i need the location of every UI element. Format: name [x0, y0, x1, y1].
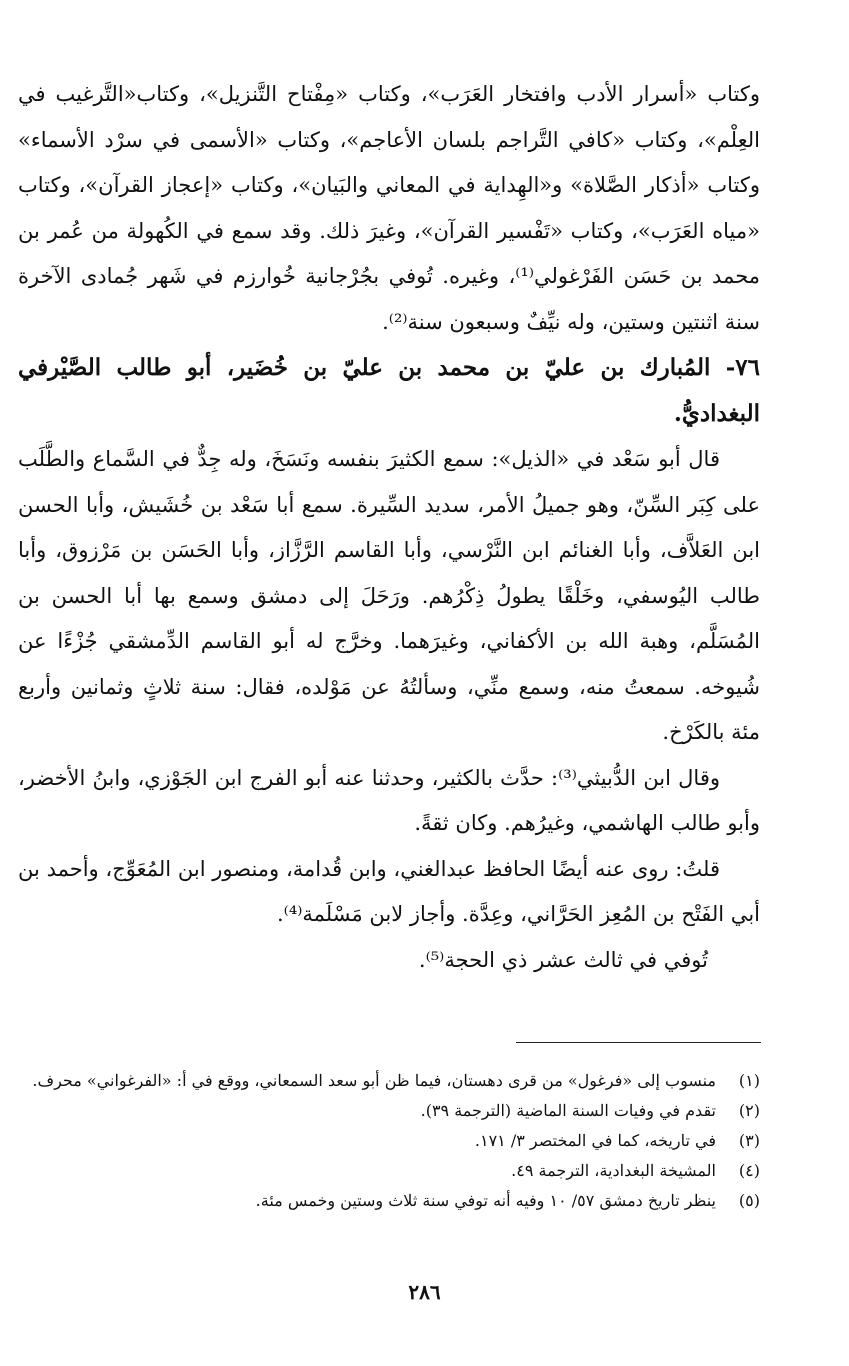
- paragraph-author-note: قلتُ: روى عنه أيضًا الحافظ عبدالغني، وابن قُدامة، ومنصور ابن المُعَوِّج، وأحمد بن أبي الفَتْح بن المُعِز الحَرَّاني، وعِدَّة. وأجاز لابن مَسْلَمة⁽⁴⁾.: [18, 856, 760, 926]
- footnote-number: (٥): [738, 1191, 760, 1210]
- paragraph-abu-sad-quote: قال أبو سَعْد في «الذيل»: سمع الكثيرَ بنفسه ونَسَخَ، وله جِدٌّ في السَّماع والطَّلَب على كِبَر السِّنّ، وهو جميلُ الأمر، سديد السِّيرة. سمع أبا سَعْد بن خُشَيش، وأبا الحسن ابن العَلاَّف، وأبا الغنائم ابن النَّرْسي، وأبا القاسم الرَّزَّاز، وأبا الحَسَن بن مَرْزوق، وأبا طالب اليُوسفي، وخَلْقًا يطولُ ذِكْرُهم. ورَحَلَ إلى دمشق وسمع بها أبا الحسن بن المُسَلَّم، وهبة الله بن الأكفاني، وغيرَهما. وخرَّج له أبو القاسم الدِّمشقي جُزْءًا عن شُيوخه. سمعتُ منه، وسمع منِّي، وسألتُهُ عن مَوْلده، فقال: سنة ثلاثٍ وثمانين وأربع مئة بالكَرْخ.: [18, 447, 760, 744]
- footnote-number: (٣): [738, 1131, 760, 1150]
- footnote-item: [18, 1066, 760, 1096]
- page-number: ٢٨٦: [408, 1280, 441, 1304]
- paragraph-ibn-dubaythi-quote: وقال ابن الدُّبيثي⁽³⁾: حدَّث بالكثير، وحدثنا عنه أبو الفرج ابن الجَوْزي، وابنُ الأخضر، وأبو طالب الهاشمي، وغيرُهم. وكان ثقةً.: [18, 765, 760, 835]
- footnote-item: [18, 1096, 760, 1126]
- footnote-item: [18, 1156, 760, 1186]
- footnotes: [18, 1066, 760, 1216]
- footnote-item: [18, 1126, 760, 1156]
- footnote-text: ينظر تاريخ دمشق ٥٧/ ١٠ وفيه أنه توفي سنة ثلاث وستين وخمس مئة.: [255, 1191, 716, 1210]
- main-text: [18, 72, 760, 983]
- footnote-text: منسوب إلى «فرغول» من قرى دهستان، فيما ظن أبو سعد السمعاني، ووقع في أ: «الفرغواني» محرف.: [32, 1071, 716, 1090]
- footnote-number: (٢): [738, 1101, 760, 1120]
- footnote-item: [18, 1186, 760, 1216]
- paragraph-book-list: وكتاب «أسرار الأدب وافتخار العَرَب»، وكتاب «مِفْتاح التَّنزيل»، وكتاب«التَّرغيب في العِلْم»، وكتاب «كافي التَّراجم بلسان الأعاجم»، وكتاب «الأسمى في سرْد الأسماء» وكتاب «أذكار الصَّلاة» و«الهِداية في المعاني والبَيان»، وكتاب «إعجاز القرآن»، وكتاب «مياه العَرَب»، وكتاب «تَفْسير القرآن»، وغيرَ ذلك. وقد سمع في الكُهولة من عُمر بن محمد بن حَسَن الفَرْغولي⁽¹⁾، وغيره. تُوفي بجُرْجانية خُوارزم في شَهر جُمادى الآخرة سنة اثنتين وستين، وله نيِّفٌ وسبعون سنة⁽²⁾.: [18, 82, 761, 334]
- footnote-text: المشيخة البغدادية، الترجمة ٤٩.: [511, 1161, 716, 1180]
- footnote-text: في تاريخه، كما في المختصر ٣/ ١٧١.: [474, 1131, 716, 1150]
- footnote-divider: [516, 1042, 761, 1043]
- footnote-text: تقدم في وفيات السنة الماضية (الترجمة ٣٩).: [420, 1101, 716, 1120]
- footnote-number: (١): [738, 1071, 760, 1090]
- paragraph-death-date: تُوفي في ثالث عشر ذي الحجة⁽⁵⁾.: [418, 947, 708, 972]
- entry-heading-76: ٧٦- المُبارك بن عليّ بن محمد بن عليّ بن خُضَير، أبو طالب الصَّيْرفي البغداديُّ.: [18, 354, 760, 427]
- footnote-number: (٤): [738, 1161, 760, 1180]
